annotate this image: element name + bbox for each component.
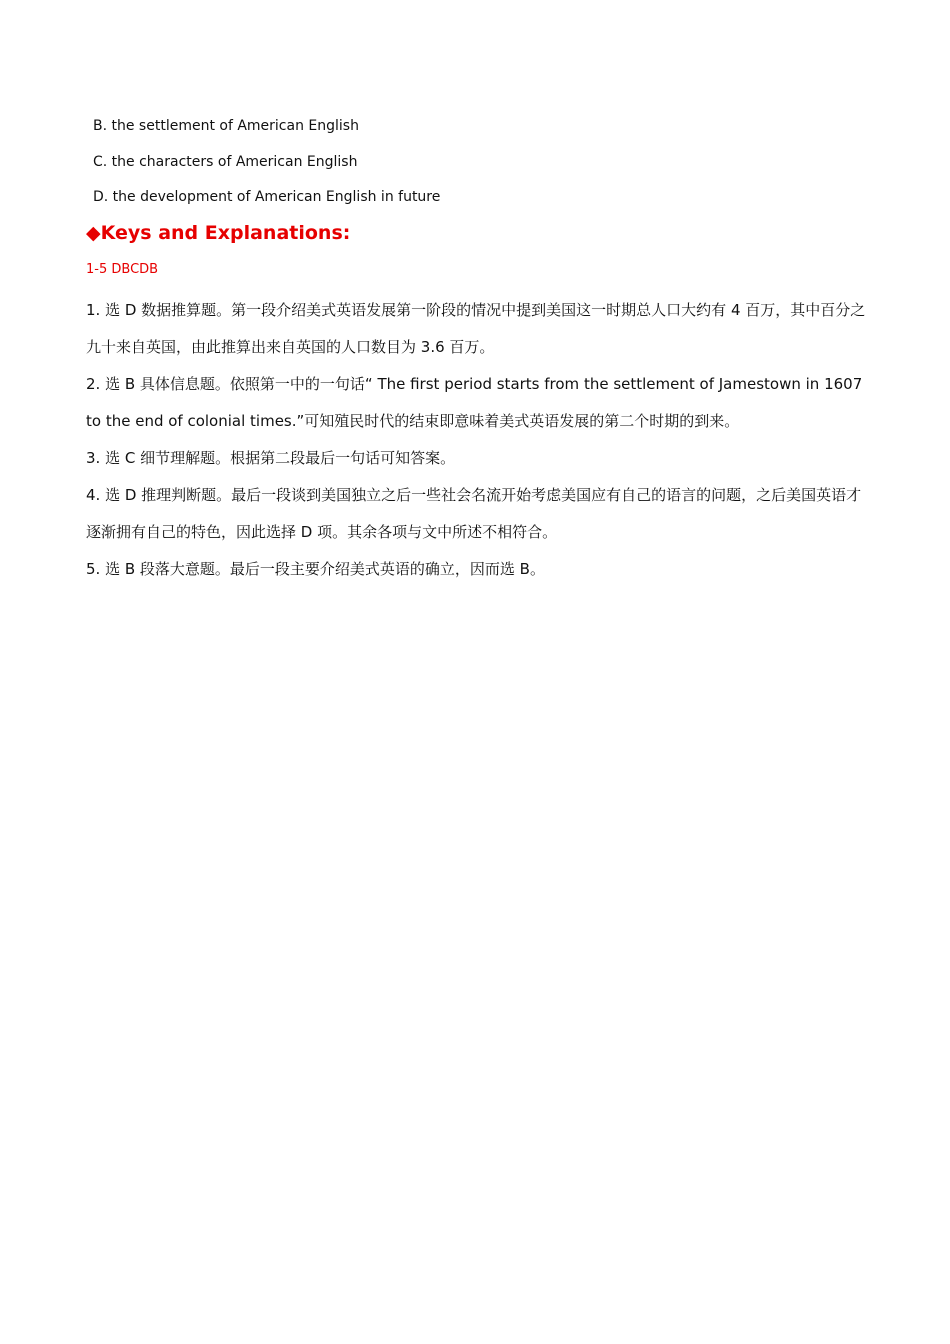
option-b: B. the settlement of American English xyxy=(93,118,359,134)
option-c: C. the characters of American English xyxy=(93,153,358,170)
option-d: D. the development of American English in future xyxy=(93,189,441,205)
explanation-3: 3. 选 C 细节理解题。根据第二段最后一句话可知答案。 xyxy=(86,449,456,467)
explanation-2: 2. 选 B 具体信息题。依照第一中的一句话“ The first period starts from the settlement of Jamestown in 1607 to the end of colonial times.”可知殖民时代的结束即意味着美式英语发展的第二个时期的到来。 xyxy=(86,375,863,430)
explanation-5: 5. 选 B 段落大意题。最后一段主要介绍美式英语的确立，因而选 B。 xyxy=(86,560,545,578)
answer-options xyxy=(93,116,873,223)
explanation-4: 4. 选 D 推理判断题。最后一段谈到美国独立之后一些社会名流开始考虑美国应有自己的语言的问题，之后美国英语才逐渐拥有自己的特色，因此选择 D 项。其余各项与文中所述不相符合。 xyxy=(86,486,862,541)
keys-heading: ◆Keys and Explanations: xyxy=(86,222,351,244)
explanation-1: 1. 选 D 数据推算题。第一段介绍美式英语发展第一阶段的情况中提到美国这一时期总人口大约有 4 百万，其中百分之九十来自英国，由此推算出来自英国的人口数目为 3.6 百万。 xyxy=(86,301,866,356)
explanations xyxy=(86,292,871,588)
answer-key: 1-5 DBCDB xyxy=(86,262,159,277)
